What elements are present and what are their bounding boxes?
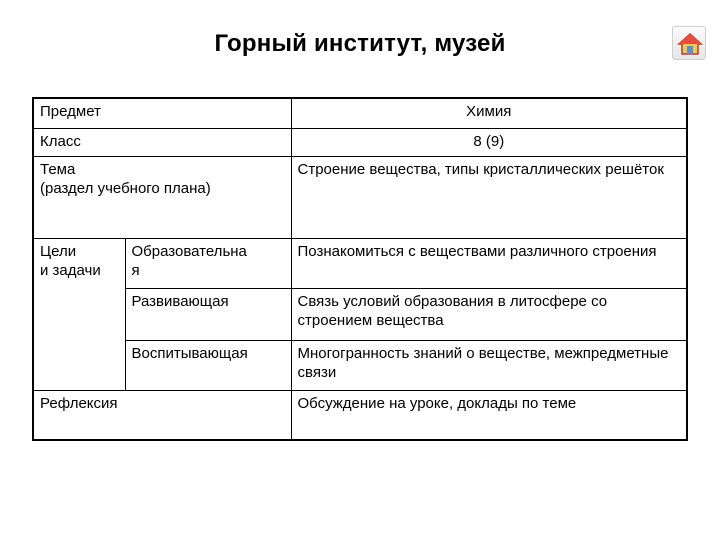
goal-type-upbringing: Воспитывающая <box>125 340 291 390</box>
table-row-goal-educational <box>33 238 687 288</box>
lesson-table <box>32 97 688 441</box>
goals-label-line1: Цели <box>40 242 77 260</box>
class-label: Класс <box>33 128 291 156</box>
subject-label: Предмет <box>33 98 291 128</box>
topic-value: Строение вещества, типы кристаллических решёток <box>291 156 687 238</box>
table-row-goal-upbringing <box>33 340 687 390</box>
topic-label-line2: (раздел учебного плана) <box>40 179 211 197</box>
reflection-value: Обсуждение на уроке, доклады по теме <box>291 390 687 440</box>
goal-type-educational <box>125 238 291 288</box>
goal-type-educational-line1: Образовательна <box>131 242 247 260</box>
goals-label <box>33 238 125 390</box>
class-value: 8 (9) <box>291 128 687 156</box>
table-row-goal-developmental <box>33 288 687 340</box>
goal-value-upbringing: Многогранность знаний о веществе, межпредметные связи <box>291 340 687 390</box>
table-row-reflection <box>33 390 687 440</box>
home-icon <box>677 31 703 57</box>
home-button[interactable] <box>672 26 706 60</box>
reflection-label: Рефлексия <box>33 390 291 440</box>
table-row-topic <box>33 156 687 238</box>
subject-value: Химия <box>291 98 687 128</box>
table-row-class <box>33 128 687 156</box>
goal-type-educational-line2: я <box>131 261 140 279</box>
goals-label-line2: и задачи <box>40 261 101 279</box>
slide-title: Горный институт, музей <box>214 30 506 57</box>
goal-type-developmental: Развивающая <box>125 288 291 340</box>
topic-label-line1: Тема <box>40 160 76 178</box>
goal-value-educational: Познакомиться с веществами различного строения <box>291 238 687 288</box>
topic-label <box>33 156 291 238</box>
goal-value-developmental: Связь условий образования в литосфере со строением вещества <box>291 288 687 340</box>
table-row-subject <box>33 98 687 128</box>
